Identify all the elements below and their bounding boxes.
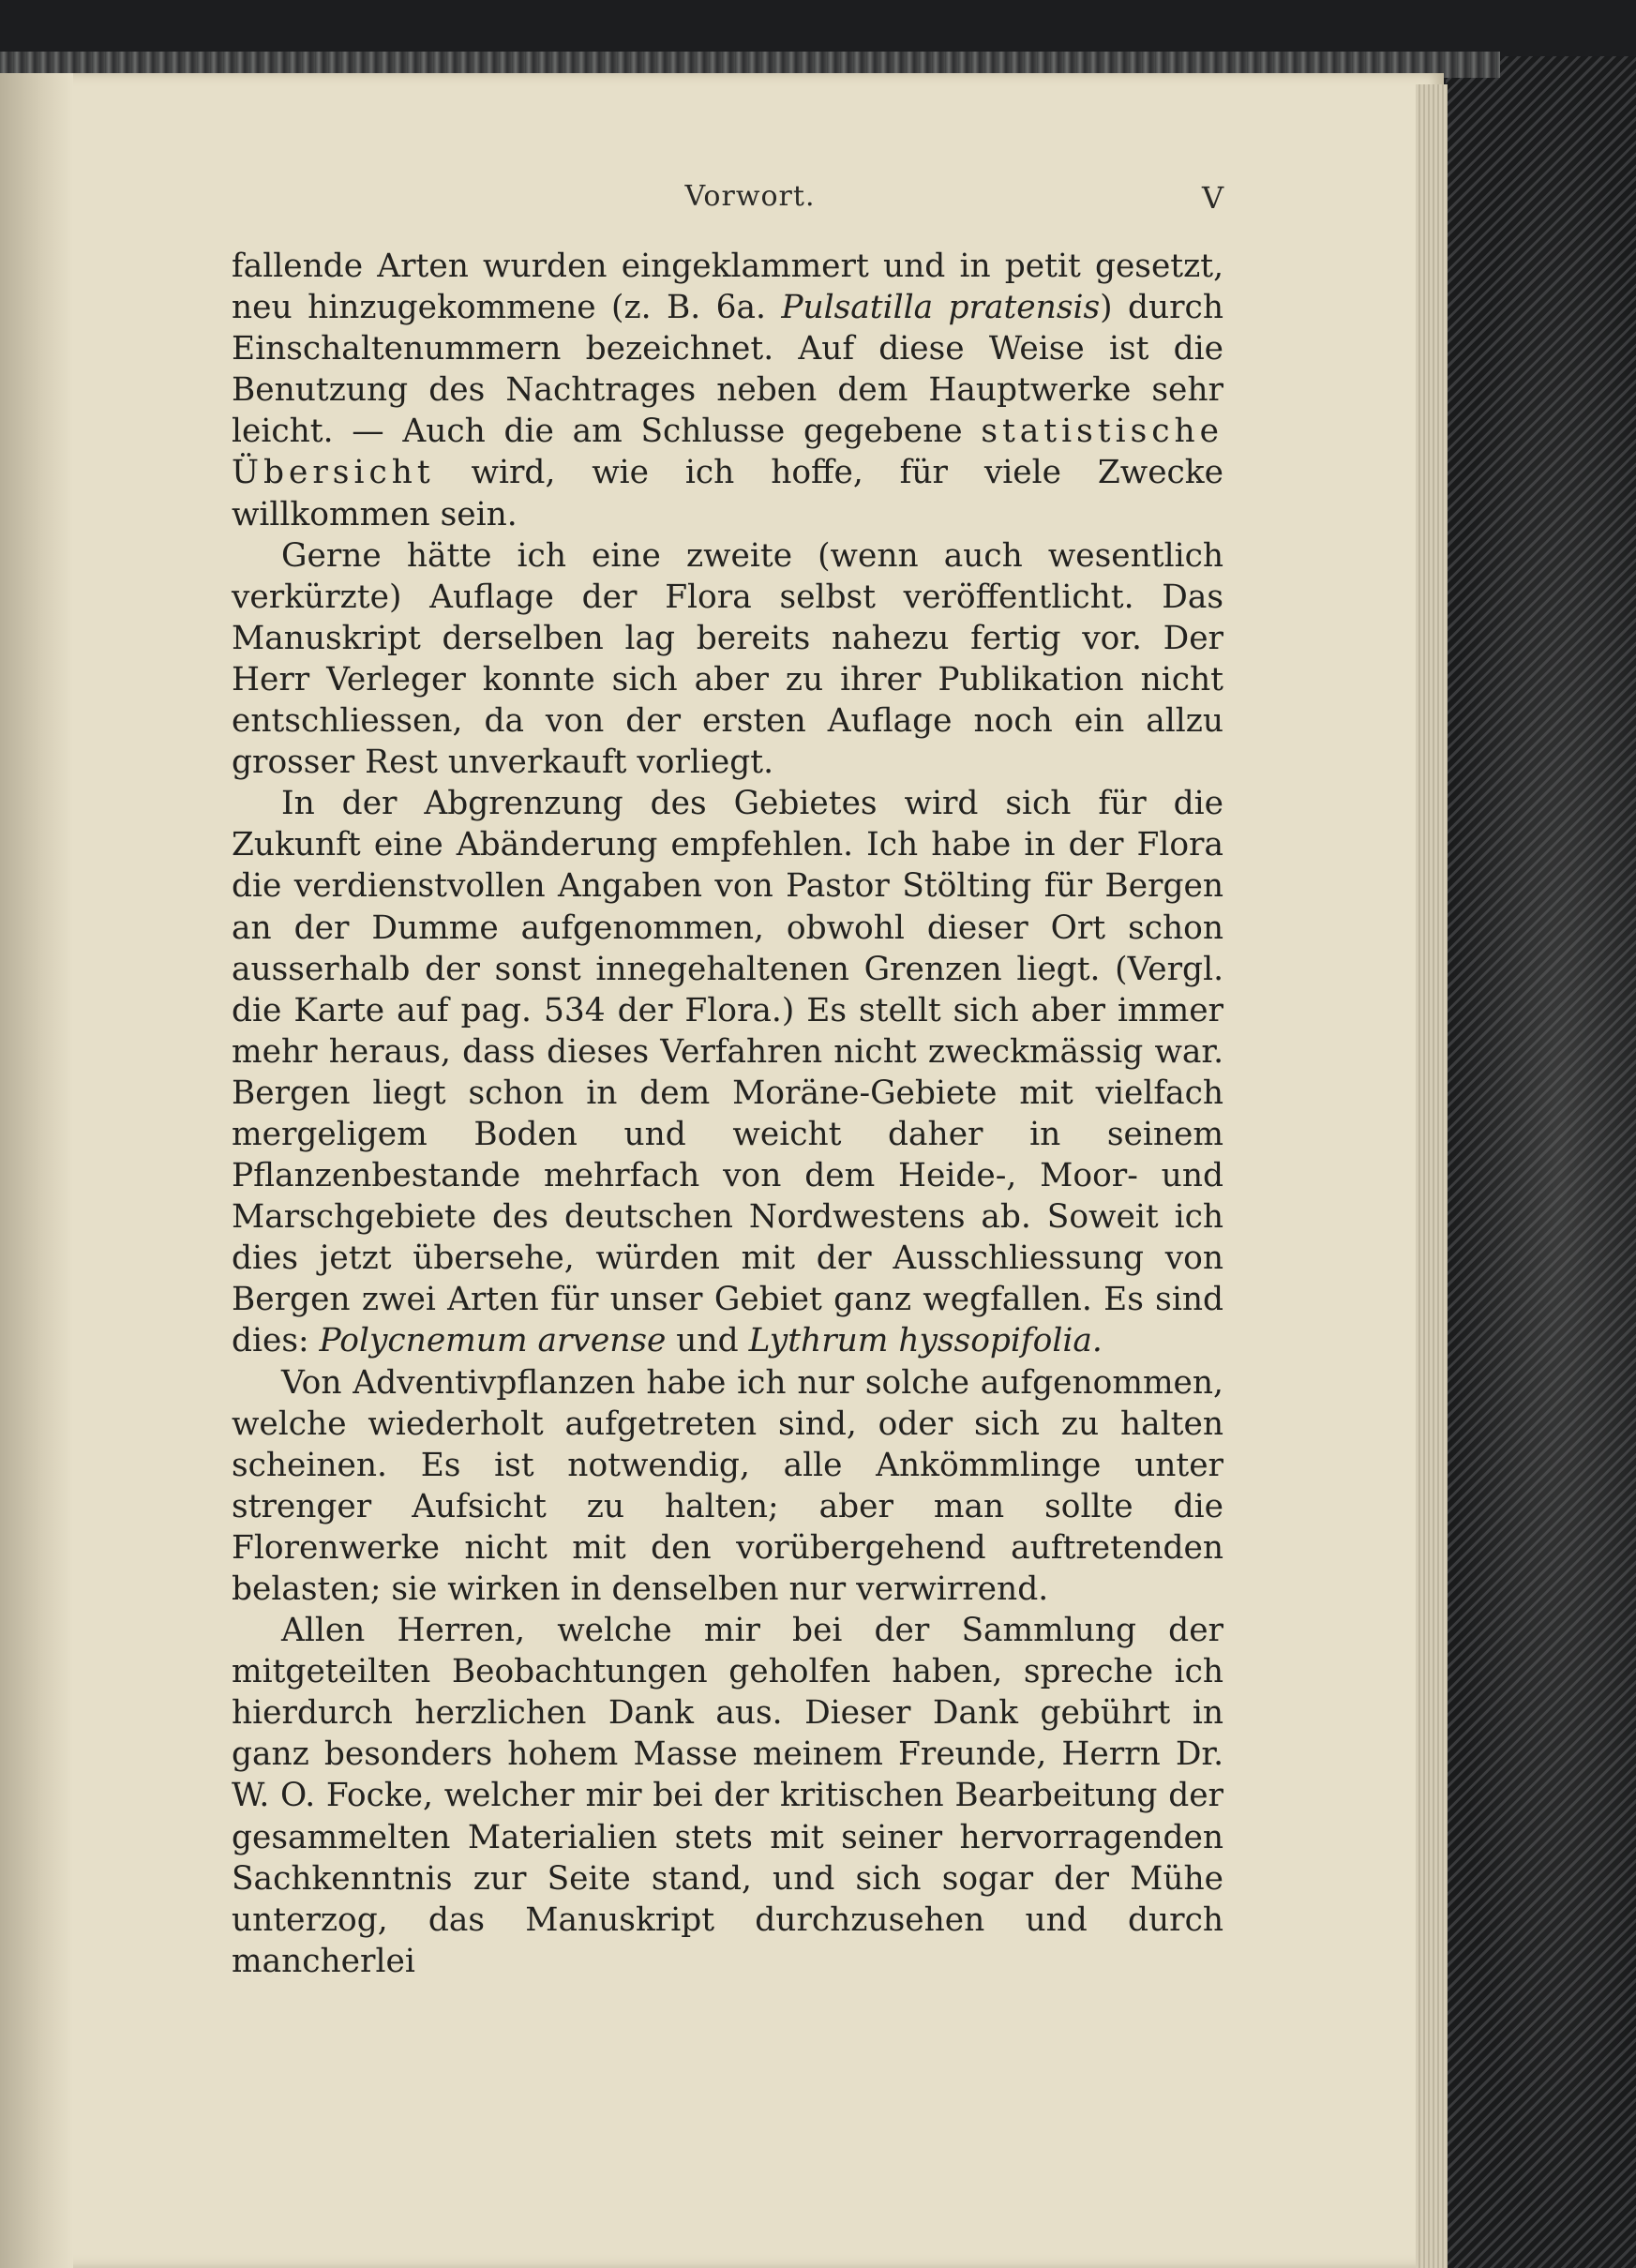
running-head: Vorwort.	[684, 180, 816, 213]
italic-species-name: Polycnemum arvense	[319, 1322, 667, 1360]
text-run: fallende Arten wurden eingeklammert und in petit gesetzt, neu hinzugekommene (z. B. 6a.	[232, 248, 1223, 327]
spaced-emphasis: statistische Übersicht	[232, 413, 1223, 492]
italic-species-name: Lythrum hyssopifolia.	[748, 1322, 1103, 1360]
page-edges	[1416, 84, 1448, 2268]
paragraph	[232, 783, 1223, 1361]
text-run: Gerne hätte ich eine zweite (wenn auch wesentlich verkürzte) Auflage der Flora selbst veröffentlicht. Das Manuskript derselben lag bereits nahezu fertig vor. Der Herr Verleger konnte sich aber zu ihrer Publikation nicht entschliessen, da von der ersten Auflage noch ein allzu grosser Rest unverkauft vorliegt.	[232, 536, 1223, 782]
paragraph	[232, 246, 1223, 535]
paragraph	[232, 1362, 1223, 1611]
paragraph	[232, 535, 1223, 784]
text-run: Von Adventivpflanzen habe ich nur solche aufgenommen, welche wiederholt aufgetreten sind, oder sich zu halten scheinen. Es ist notwendig, alle Ankömmlinge unter strenger Aufsicht zu halten; aber man sollte die Florenwerke nicht mit den vorübergehend auftretenden belasten; sie wirken in denselben nur verwirrend.	[232, 1363, 1223, 1608]
page-gutter	[0, 73, 73, 2268]
text-run: Allen Herren, welche mir bei der Sammlung der mitgeteilten Beobachtungen geholfen haben, spreche ich hierdurch herzlichen Dank aus. Dieser Dank gebührt in ganz besonders hohem Masse meinem Freunde, Herrn Dr. W. O. Focke, welcher mir bei der kritischen Bearbeitung der gesammelten Materialien stets mit seiner hervorragenden Sachkenntnis zur Seite stand, und sich sogar der Mühe unterzog, das Manuskript durchzusehen und durch mancherlei	[232, 1612, 1223, 1980]
italic-species-name: Pulsatilla pratensis	[781, 289, 1101, 327]
page-header	[0, 180, 1444, 227]
body-text	[232, 246, 1223, 1982]
text-run: und	[666, 1322, 749, 1360]
text-run: wird, wie ich hoffe, für viele Zwecke willkommen sein.	[232, 454, 1223, 533]
book-binding	[1446, 56, 1636, 2268]
text-run: ) durch Einschaltenummern bezeichnet. Auf diese Weise ist die Benutzung des Nachtrages neben dem Hauptwerke sehr leicht. — Auch die am Schlusse gegebene	[232, 289, 1223, 451]
text-run: In der Abgrenzung des Gebietes wird sich für die Zukunft eine Abänderung empfehlen. Ich habe in der Flora die verdienstvollen Angaben von Pastor Stölting für Bergen an der Dumme aufgenommen, obwohl dieser Ort schon ausserhalb der sonst innegehaltenen Grenzen liegt. (Vergl. die Karte auf pag. 534 der Flora.) Es stellt sich aber immer mehr heraus, dass dieses Verfahren nicht zweckmässig war. Bergen liegt schon in dem Moräne-Gebiete mit vielfach mergeligem Boden und weicht daher in seinem Pflanzenbestande mehrfach von dem Heide-, Moor- und Marschgebiete des deutschen Nordwestens ab. Soweit ich dies jetzt übersehe, würden mit der Ausschliessung von Bergen zwei Arten für unser Gebiet ganz wegfallen. Es sind dies:	[232, 785, 1223, 1360]
page-number: V	[1202, 180, 1224, 216]
paragraph	[232, 1610, 1223, 1982]
